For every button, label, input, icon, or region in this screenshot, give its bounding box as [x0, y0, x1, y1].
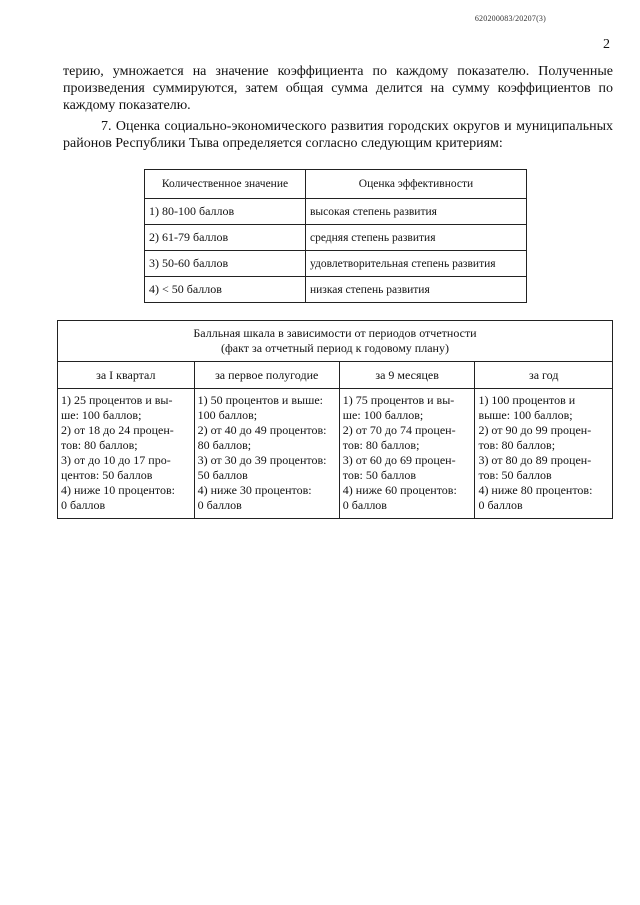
criteria-cell-score: 3) 50-60 баллов — [145, 251, 306, 277]
scale-line: 2) от 70 до 74 процен- — [342, 423, 456, 437]
criteria-cell-score: 2) 61-79 баллов — [145, 225, 306, 251]
scale-line: 1) 75 процентов и вы- — [342, 393, 455, 407]
scale-line: 4) ниже 60 процентов: — [342, 483, 457, 497]
criteria-header-evaluation: Оценка эффективности — [306, 170, 527, 199]
scale-values-row — [58, 389, 613, 519]
scale-line: 2) от 40 до 49 процентов: — [197, 423, 327, 437]
period-header-year: за год — [475, 362, 613, 389]
scale-line: 3) от до 10 до 17 про- — [61, 453, 171, 467]
criteria-cell-rating: удовлетворительная степень развития — [306, 251, 527, 277]
criteria-cell-score: 4) < 50 баллов — [145, 277, 306, 303]
paragraph-continuation: терию, умножается на значение коэффициента по каждому показателю. Полученные произведения суммируются, затем общая сумма делится на сумму коэффициентов по каждому показателю. — [63, 64, 613, 113]
criteria-cell-rating: средняя степень развития — [306, 225, 527, 251]
scale-line: 0 баллов — [61, 498, 106, 512]
scale-line: выше: 100 баллов; — [478, 408, 573, 422]
scale-line: тов: 50 баллов — [342, 468, 417, 482]
scale-line: тов: 80 баллов; — [61, 438, 138, 452]
scale-line: 50 баллов — [197, 468, 248, 482]
page-number: 2 — [603, 37, 610, 52]
criteria-header-quantity: Количественное значение — [145, 170, 306, 199]
scale-line: 4) ниже 80 процентов: — [478, 483, 593, 497]
period-header-half-year: за первое полугодие — [194, 362, 339, 389]
table-row — [145, 251, 527, 277]
scale-line: 0 баллов — [197, 498, 242, 512]
scale-line: тов: 50 баллов — [478, 468, 552, 482]
criteria-cell-rating: высокая степень развития — [306, 199, 527, 225]
scale-line: 0 баллов — [342, 498, 387, 512]
scale-line: 1) 25 процентов и вы- — [61, 393, 173, 407]
scale-line: 1) 50 процентов и выше: — [197, 393, 323, 407]
scale-cell-year — [475, 389, 613, 519]
scale-cell-q1 — [58, 389, 195, 519]
scale-caption-title: Балльная шкала в зависимости от периодов отчетности — [193, 326, 477, 340]
scale-cell-9-months — [339, 389, 475, 519]
scale-period-row — [58, 362, 613, 389]
scale-line: 2) от 90 до 99 процен- — [478, 423, 592, 437]
scale-line: 80 баллов; — [197, 438, 252, 452]
scale-line: 4) ниже 10 процентов: — [61, 483, 175, 497]
criteria-header-row — [145, 170, 527, 199]
period-header-q1: за I квартал — [58, 362, 195, 389]
paragraph-criteria-intro: 7. Оценка социально-экономического развития городских округов и муниципальных районов Республики Тыва определяется согласно следующим критериям: — [63, 119, 613, 151]
period-header-9-months: за 9 месяцев — [339, 362, 475, 389]
criteria-cell-score: 1) 80-100 баллов — [145, 199, 306, 225]
scale-line: ше: 100 баллов; — [342, 408, 424, 422]
scale-line: 3) от 30 до 39 процентов: — [197, 453, 327, 467]
scale-caption — [58, 321, 613, 362]
score-scale-table — [57, 320, 613, 519]
scale-line: 100 баллов; — [197, 408, 258, 422]
scale-line: 4) ниже 30 процентов: — [197, 483, 312, 497]
table-row — [145, 225, 527, 251]
scale-line: ше: 100 баллов; — [61, 408, 142, 422]
scale-line: 1) 100 процентов и — [478, 393, 576, 407]
scale-line: тов: 80 баллов; — [342, 438, 420, 452]
scale-caption-row — [58, 321, 613, 362]
criteria-cell-rating: низкая степень развития — [306, 277, 527, 303]
scale-line: тов: 80 баллов; — [478, 438, 556, 452]
criteria-table — [144, 169, 527, 303]
scale-line: 2) от 18 до 24 процен- — [61, 423, 174, 437]
table-row — [145, 199, 527, 225]
scale-line: 3) от 60 до 69 процен- — [342, 453, 456, 467]
scale-line: 0 баллов — [478, 498, 523, 512]
scale-cell-half-year — [194, 389, 339, 519]
scale-line: 3) от 80 до 89 процен- — [478, 453, 592, 467]
scale-caption-subtitle: (факт за отчетный период к годовому плану) — [221, 341, 449, 355]
document-code: 620200083/20207(3) — [474, 14, 546, 23]
scale-line: центов: 50 баллов — [61, 468, 153, 482]
table-row — [145, 277, 527, 303]
